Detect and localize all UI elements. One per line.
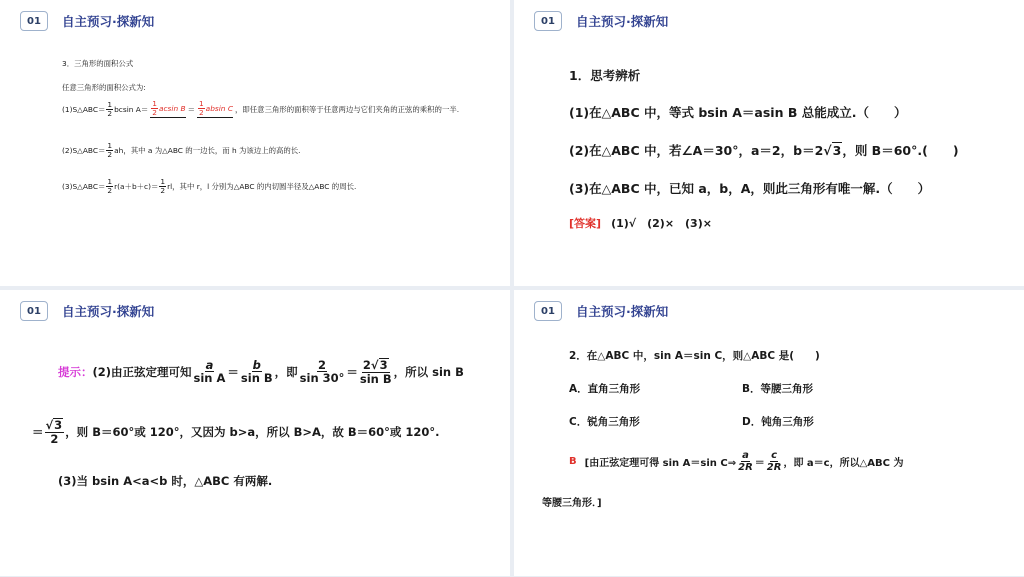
slide-header [534, 300, 668, 322]
answer-letter: B [569, 456, 577, 467]
option-d: D．钝角三角形 [742, 416, 814, 428]
frac-c-2R: $\frac{c}{2R}$ [766, 450, 782, 473]
frac-b-sinB: $\frac{b}{\text{sin B}}$ [240, 357, 273, 386]
option-b: B．等腰三角形 [742, 383, 814, 395]
f3-label: (3)S△ABC＝ [62, 182, 106, 192]
f2-rest: ah，其中 a 为△ABC 的一边长，而 h 为该边上的高的长. [114, 146, 301, 156]
hint-label: 提示： [58, 364, 93, 379]
slide-3 [0, 290, 510, 576]
f1-blank-2: $\frac{1}{2}$ absin C [198, 99, 233, 118]
sqrt-three: √ 3 [823, 143, 842, 158]
slide-2 [514, 0, 1024, 286]
f1-tail: ，即任意三角形的面积等于任意两边与它们夹角的正弦的乘积的一半. [235, 104, 460, 114]
question: 2．在△ABC 中，sin A＝sin C，则△ABC 是( ) [569, 350, 820, 362]
f1-eq: ＝ [187, 104, 195, 114]
slide-4 [514, 290, 1024, 576]
f3-mid: r(a＋b＋c)＝ [114, 182, 159, 192]
frac-2root3-sinB: 2√ 3 sin B [359, 358, 392, 386]
slide-header [20, 300, 154, 322]
answer-text: (1)√ (2)× (3)× [611, 217, 712, 230]
formula-3 [62, 178, 356, 195]
f1-label: (1)S△ABC＝ [62, 104, 106, 114]
section-title: 自主预习·探新知 [576, 14, 669, 29]
formula-1 [62, 100, 459, 118]
section-number: 01 [534, 11, 562, 31]
half-fraction: $\frac{1}{2}$ [160, 177, 166, 196]
answer-label: [答案] [569, 217, 602, 230]
slide-header [534, 10, 668, 32]
half-fraction: $\frac{1}{2}$ [107, 177, 113, 196]
slide-header [20, 10, 154, 32]
section-title: 自主预习·探新知 [62, 14, 155, 29]
f2-label: (2)S△ABC＝ [62, 146, 106, 156]
question-3: (3)在△ABC 中，已知 a，b，A，则此三角形有唯一解.（ ） [569, 181, 931, 196]
area-heading: 3．三角形的面积公式 [62, 59, 134, 68]
half-fraction: $\frac{1}{2}$ [107, 99, 113, 118]
f1-bcsin: bcsin A＝ [114, 104, 149, 114]
section-title: 自主预习·探新知 [62, 304, 155, 319]
frac-a-sinA: $\frac{a}{\text{sin A}}$ [193, 357, 226, 386]
option-c: C．锐角三角形 [569, 416, 640, 428]
question-2: (2)在△ABC 中，若∠A＝30°，a＝2，b＝2 √ 3 ，则 B＝60°.( ) [569, 143, 959, 158]
frac-2-sin30: $\frac{2}{\sin 30^\circ}$ [299, 357, 345, 386]
half-fraction: $\frac{1}{2}$ [107, 141, 113, 160]
question-1: (1)在△ABC 中，等式 bsin A＝asin B 总能成立.（ ） [569, 105, 907, 120]
answer-explanation-line-2: 等腰三角形．] [542, 498, 602, 509]
section-number: 01 [20, 11, 48, 31]
area-intro: 任意三角形的面积公式为: [62, 83, 146, 92]
answer-line [569, 215, 712, 231]
f1-blank-1: $\frac{1}{2}$ acsin B [152, 99, 186, 118]
frac-a-2R: $\frac{a}{2R}$ [738, 450, 753, 473]
hint-line-2: ＝ √ 3 2 ，则 B＝60°或 120°，又因为 b>a，所以 B>A，故 B＝60°或 120°. [32, 418, 440, 446]
hint-line-1: 提示： (2)由正弦定理可知 $\frac{a}{\text{sin A}}$ ＝ $\frac{b}{\text{sin B}}$ ，即 $\frac{2}{\sin 30^\circ}$ ＝ 2√ 3 sin B ，所以 sin B [58, 357, 464, 386]
section-number: 01 [534, 301, 562, 321]
option-a: A．直角三角形 [569, 383, 641, 395]
frac-root3-2: √ 3 2 [45, 418, 63, 446]
slide-1 [0, 0, 510, 286]
think-title: 1．思考辨析 [569, 68, 641, 83]
answer-explanation: B [由正弦定理可得 sin A＝sin C⇒ $\frac{a}{2R}$ ＝ $\frac{c}{2R}$ ，即 a＝c，所以△ABC 为 [569, 450, 904, 473]
hint-line-3: (3)当 bsin A<a<b 时，△ABC 有两解. [58, 474, 273, 488]
section-title: 自主预习·探新知 [576, 304, 669, 319]
f3-rest: rl，其中 r，l 分别为△ABC 的内切圆半径及△ABC 的周长. [167, 182, 357, 192]
formula-2 [62, 142, 301, 159]
section-number: 01 [20, 301, 48, 321]
